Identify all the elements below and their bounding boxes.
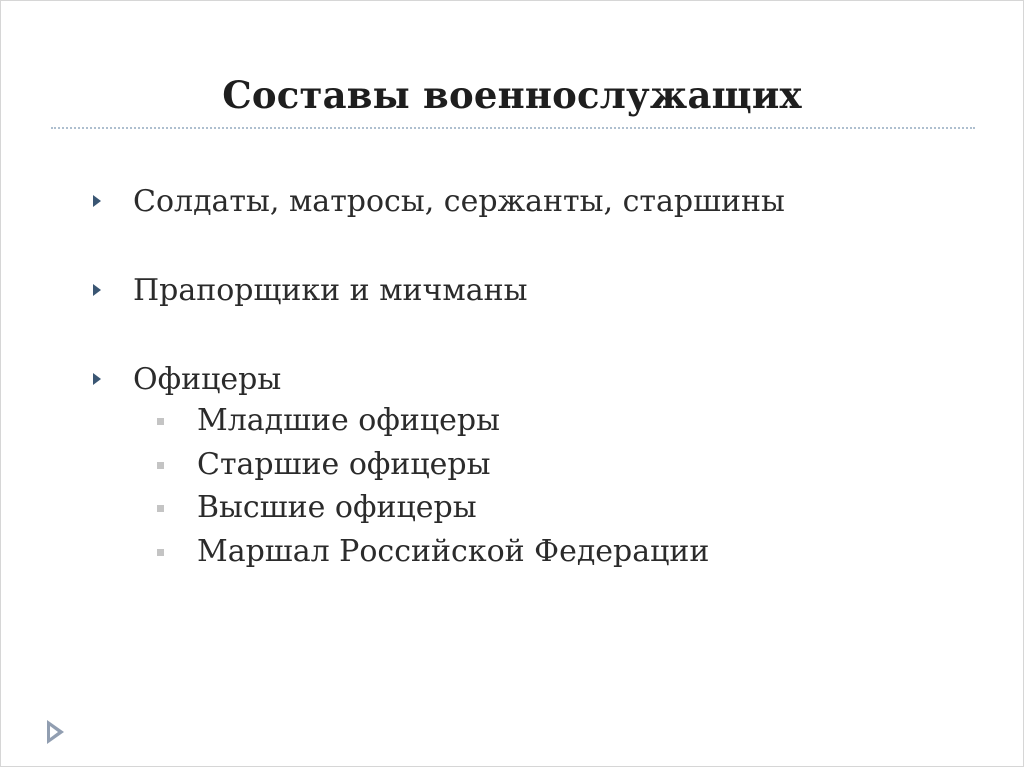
list-item-label: Офицеры bbox=[133, 362, 282, 397]
square-icon bbox=[157, 462, 164, 469]
sub-item-label: Маршал Российской Федерации bbox=[197, 534, 710, 569]
next-slide-arrow-icon[interactable] bbox=[45, 719, 65, 745]
sub-item-label: Младшие офицеры bbox=[197, 403, 500, 438]
list-item-label: Солдаты, матросы, сержанты, старшины bbox=[133, 184, 785, 219]
triangle-right-icon bbox=[93, 195, 101, 207]
title-divider bbox=[51, 127, 975, 129]
triangle-right-icon bbox=[93, 373, 101, 385]
list-item-label: Прапорщики и мичманы bbox=[133, 273, 528, 308]
sub-item-label: Высшие офицеры bbox=[197, 490, 477, 525]
sub-item-label: Старшие офицеры bbox=[197, 447, 491, 482]
square-icon bbox=[157, 549, 164, 556]
slide-title: Составы военнослужащих bbox=[222, 73, 802, 117]
square-icon bbox=[157, 505, 164, 512]
square-icon bbox=[157, 418, 164, 425]
triangle-right-icon bbox=[93, 284, 101, 296]
